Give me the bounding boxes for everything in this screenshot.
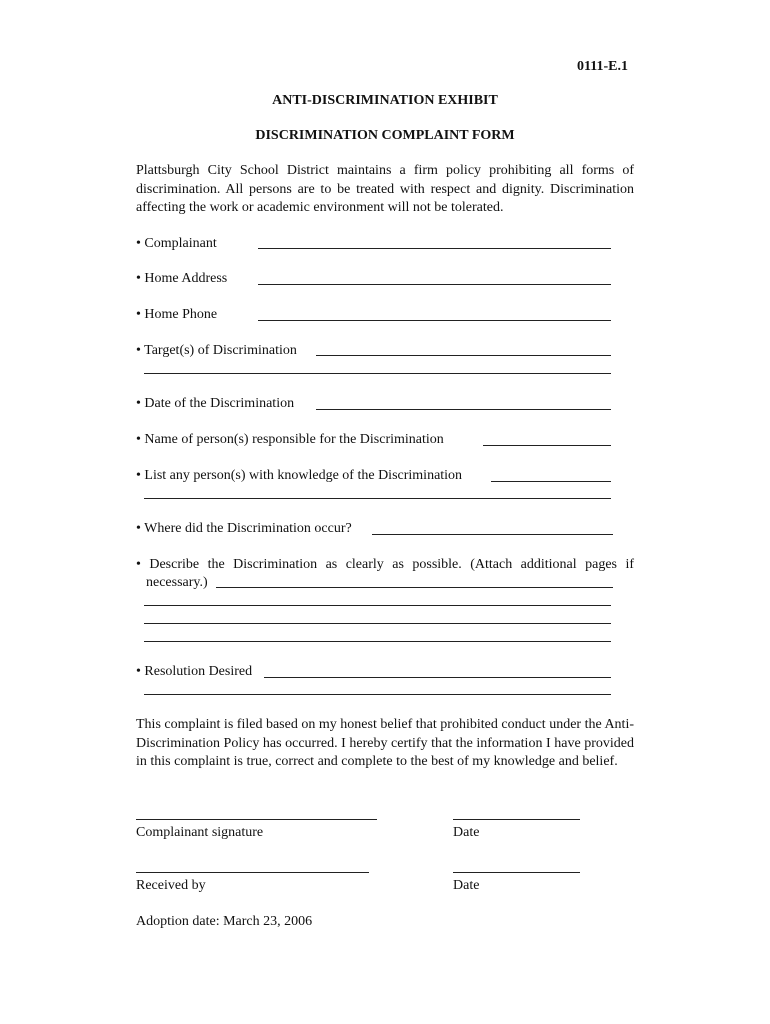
date-1-field[interactable] xyxy=(453,819,580,820)
resolution-label: • Resolution Desired xyxy=(136,664,253,679)
received-by-label: Received by xyxy=(136,878,206,893)
targets-field[interactable] xyxy=(316,355,611,356)
targets-label: • Target(s) of Discrimination xyxy=(136,343,297,358)
complainant-signature-label: Complainant signature xyxy=(136,825,264,840)
responsible-label: • Name of person(s) responsible for the Discrimination xyxy=(136,432,444,447)
describe-field-line-4[interactable] xyxy=(144,641,611,642)
home-address-field[interactable] xyxy=(258,284,611,285)
complainant-label: • Complainant xyxy=(136,236,217,251)
date-1-label: Date xyxy=(453,825,480,840)
date-2-label: Date xyxy=(453,878,480,893)
home-address-label: • Home Address xyxy=(136,271,228,286)
date-field[interactable] xyxy=(316,409,611,410)
policy-intro: Plattsburgh City School District maintains a firm policy prohibiting all forms of discrimination. All persons are to be treated with respect and dignity. Discrimination affecting the work or academic environment will not be tolerated. xyxy=(136,163,634,215)
describe-field[interactable] xyxy=(216,587,613,588)
where-field[interactable] xyxy=(372,534,613,535)
describe-field-line-3[interactable] xyxy=(144,623,611,624)
knowledge-label: • List any person(s) with knowledge of the Discrimination xyxy=(136,468,463,483)
adoption-date: Adoption date: March 23, 2006 xyxy=(136,914,313,929)
form-code: 0111-E.1 xyxy=(577,59,628,74)
describe-field-line-2[interactable] xyxy=(144,605,611,606)
resolution-field[interactable] xyxy=(264,677,611,678)
certification-statement: This complaint is filed based on my honest belief that prohibited conduct under the Anti-Discrimination Policy has occurred. I hereby certify that the information I have provided in this complaint is true, correct and complete to the best of my knowledge and belief. xyxy=(136,717,634,769)
date-2-field[interactable] xyxy=(453,872,580,873)
form-heading: ANTI-DISCRIMINATION EXHIBIT xyxy=(272,93,498,108)
describe-label: • Describe the Discrimination as clearly as possible. (Attach additional pages if xyxy=(136,557,634,572)
where-label: • Where did the Discrimination occur? xyxy=(136,521,352,536)
date-label: • Date of the Discrimination xyxy=(136,396,295,411)
describe-label-cont: necessary.) xyxy=(146,575,208,590)
complainant-signature-field[interactable] xyxy=(136,819,377,820)
form-title: DISCRIMINATION COMPLAINT FORM xyxy=(255,128,515,143)
complainant-field[interactable] xyxy=(258,248,611,249)
knowledge-field[interactable] xyxy=(491,481,611,482)
knowledge-field-continued[interactable] xyxy=(144,498,611,499)
home-phone-label: • Home Phone xyxy=(136,307,218,322)
targets-field-continued[interactable] xyxy=(144,373,611,374)
received-by-field[interactable] xyxy=(136,872,369,873)
responsible-field[interactable] xyxy=(483,445,611,446)
resolution-field-continued[interactable] xyxy=(144,694,611,695)
home-phone-field[interactable] xyxy=(258,320,611,321)
